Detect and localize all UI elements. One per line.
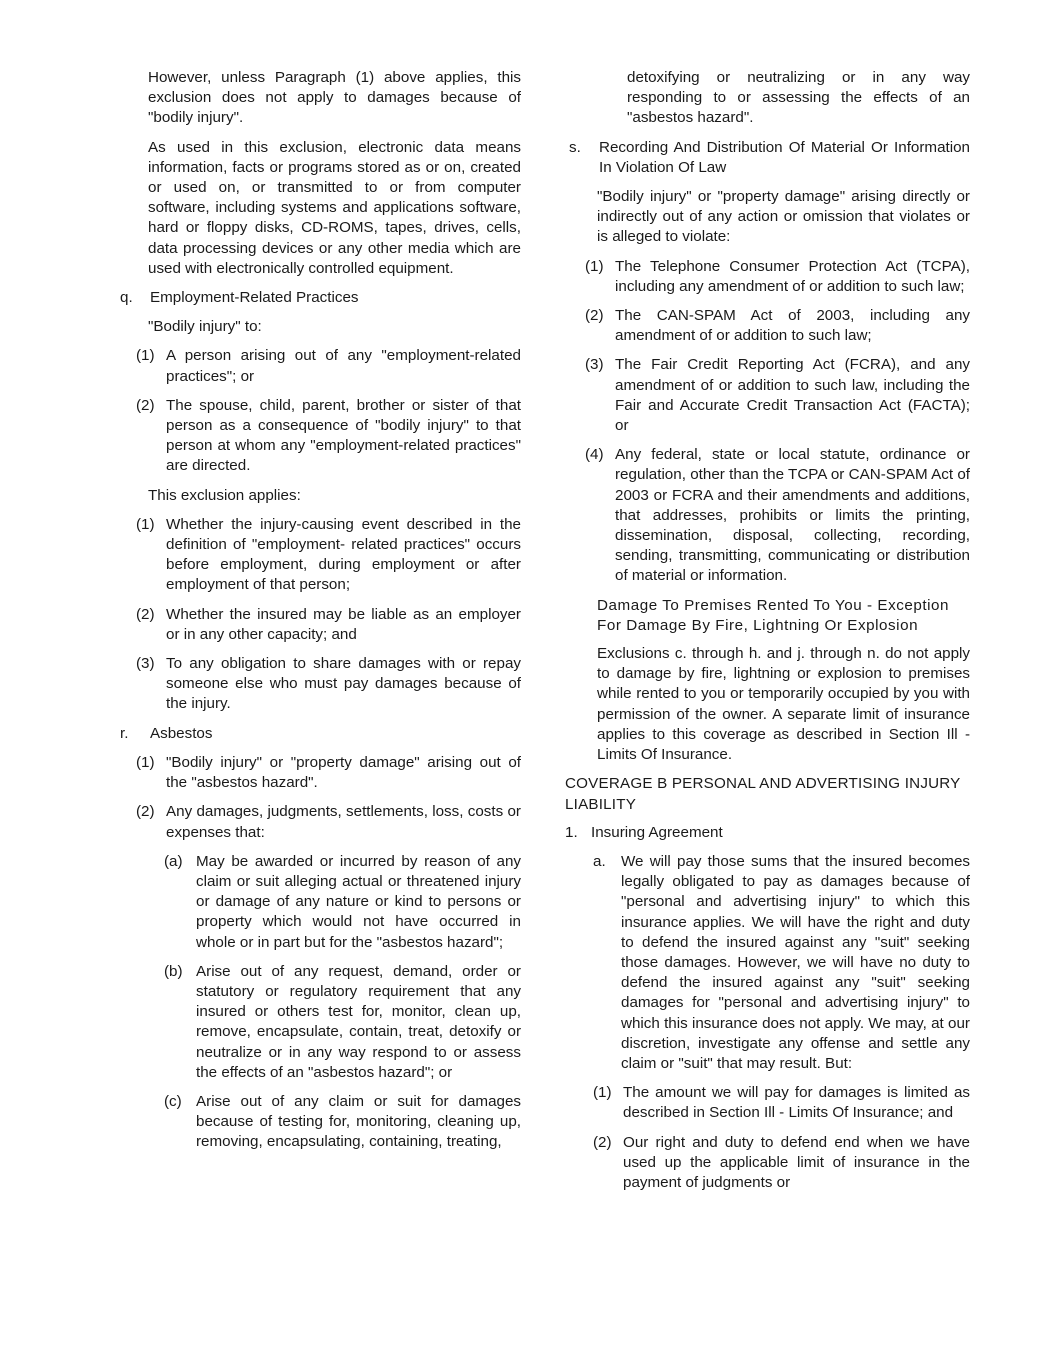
list-marker: (2) <box>136 803 155 821</box>
list-marker: (4) <box>585 446 604 464</box>
list-item-text: May be awarded or incurred by reason of any claim or suit alleging actual or threatened injury or damage of any nature or kind to persons or property which would not have occurred in whole or in part but for the "asbestos hazard"; <box>196 852 521 951</box>
list-item-text: Our right and duty to defend end when we have used up the applicable limit of insurance in the payment of judgments or <box>623 1133 970 1191</box>
list-item-text: Any federal, state or local statute, ordinance or regulation, other than the TCPA or CAN-SPAM Act of 2003 or FCRA and their amendments and additions, that addresses, prohibits or limits the printing, dissemination, disposal, collecting, recording, sending, transmitting, communicating or distribution of material or information. <box>615 446 970 585</box>
list-item-text: The Fair Credit Reporting Act (FCRA), and any amendment of or addition to such law, including the Fair and Accurate Credit Transaction Act (FACTA); or <box>615 356 970 435</box>
list-item <box>116 515 521 596</box>
list-marker: r. <box>120 724 129 742</box>
list-item-text: Insuring Agreement <box>591 823 723 841</box>
list-item <box>565 445 970 586</box>
list-item <box>116 1092 521 1153</box>
list-item <box>565 823 970 843</box>
list-marker: (a) <box>164 852 183 870</box>
list-marker: (b) <box>164 962 183 980</box>
list-marker: (2) <box>136 396 155 414</box>
list-item-text: The Telephone Consumer Protection Act (TCPA), including any amendment of or addition to such law; <box>615 257 970 295</box>
list-item-text: We will pay those sums that the insured becomes legally obligated to pay as damages because of "personal and advertising injury" to which this insurance applies. We will have the right and duty to defend the insured against any "suit" seeking those damages. However, we will have no duty to defend the insured against any "suit" seeking damages for "personal and advertising injury" to which this insurance does not apply. We may, at our discretion, investigate any offense and settle any claim or "suit" that may result. But: <box>621 852 970 1072</box>
list-item-text: "Bodily injury" or "property damage" arising out of the "asbestos hazard". <box>166 753 521 792</box>
list-item-text: The amount we will pay for damages is limited as described in Section Ill - Limits Of Insurance; and <box>623 1084 970 1122</box>
list-item <box>565 138 970 178</box>
left-column <box>116 68 521 1202</box>
paragraph: "Bodily injury" or "property damage" arising directly or indirectly out of any action or omission that violates or is alleged to violate: <box>597 188 970 246</box>
list-item <box>116 962 521 1083</box>
list-item <box>116 288 521 308</box>
list-item <box>116 852 521 953</box>
list-item-text: A person arising out of any "employment-related practices"; or <box>166 347 521 385</box>
list-item <box>116 654 521 715</box>
list-marker: (2) <box>593 1133 612 1151</box>
list-item-text: Any damages, judgments, settlements, loss, costs or expenses that: <box>166 803 521 841</box>
list-marker: (c) <box>164 1092 182 1110</box>
paragraph: This exclusion applies: <box>148 486 301 504</box>
list-item-text: Whether the insured may be liable as an employer or in any other capacity; and <box>166 605 521 643</box>
list-marker: (2) <box>585 307 604 325</box>
list-marker: (1) <box>136 515 155 533</box>
list-marker: s. <box>569 138 581 156</box>
list-item <box>565 1133 970 1194</box>
two-column-body <box>116 68 970 1202</box>
section-subheading: Damage To Premises Rented To You - Exception For Damage By Fire, Lightning Or Explosion <box>597 596 950 634</box>
list-item-text: Whether the injury-causing event described in the definition of "employment- related practices" occurs before employment, during employment or after employment of that person; <box>166 515 521 594</box>
paragraph: "Bodily injury" to: <box>148 318 262 336</box>
list-marker: a. <box>593 852 606 870</box>
list-item <box>565 1083 970 1123</box>
paragraph: detoxifying or neutralizing or in any way responding to or assessing the effects of an "asbestos hazard". <box>627 69 970 127</box>
paragraph: Exclusions c. through h. and j. through n. do not apply to damage by fire, lightning or explosion to premises while rented to you or temporarily occupied by you with permission of the owner. A separate limit of insurance applies to this coverage as described in Section Ill - Limits Of Insurance. <box>597 645 970 764</box>
list-marker: (3) <box>136 655 155 673</box>
list-item <box>116 396 521 477</box>
list-item <box>116 605 521 645</box>
list-item <box>565 306 970 346</box>
coverage-heading: COVERAGE B PERSONAL AND ADVERTISING INJURY LIABILITY <box>565 775 961 813</box>
list-item-text: The spouse, child, parent, brother or sister of that person as a consequence of "bodily injury" to that person at whom any "employment-related practices" are directed. <box>166 396 521 475</box>
list-marker: (1) <box>585 257 604 275</box>
list-marker: 1. <box>565 823 578 841</box>
list-item <box>116 802 521 842</box>
list-marker: q. <box>120 289 133 307</box>
list-item <box>565 355 970 436</box>
paragraph: As used in this exclusion, electronic data means information, facts or programs stored as or on, created or used on, or transmitted to or from computer software, including systems and applications software, hard or floppy disks, CD-ROMS, tapes, drives, cells, data processing devices or any other media which are used with electronically controlled equipment. <box>148 138 521 277</box>
list-item <box>565 852 970 1074</box>
list-item <box>116 346 521 386</box>
list-marker: (2) <box>136 605 155 623</box>
list-marker: (1) <box>136 347 155 365</box>
list-item-text: Asbestos <box>150 724 213 742</box>
list-item <box>116 724 521 744</box>
right-column <box>565 68 970 1202</box>
list-item <box>116 753 521 793</box>
list-item <box>565 257 970 297</box>
list-item-text: The CAN-SPAM Act of 2003, including any amendment of or addition to such law; <box>615 307 970 345</box>
list-marker: (1) <box>593 1084 612 1102</box>
list-item-text: To any obligation to share damages with or repay someone else who must pay damages because of the injury. <box>166 655 521 713</box>
paragraph: However, unless Paragraph (1) above applies, this exclusion does not apply to damages because of "bodily injury". <box>148 69 521 127</box>
list-item-text: Recording And Distribution Of Material Or Information In Violation Of Law <box>599 138 970 176</box>
list-marker: (3) <box>585 356 604 374</box>
list-item-text: Arise out of any claim or suit for damages because of testing for, monitoring, cleaning up, removing, encapsulating, containing, treating, <box>196 1092 521 1151</box>
list-item-text: Arise out of any request, demand, order or statutory or regulatory requirement that any insured or others test for, monitor, clean up, remove, encapsulate, contain, treat, detoxify or neutralize or in any way respond to or assess the effects of an "asbestos hazard"; or <box>196 962 521 1081</box>
list-item-text: Employment-Related Practices <box>150 289 359 307</box>
list-marker: (1) <box>136 753 155 771</box>
